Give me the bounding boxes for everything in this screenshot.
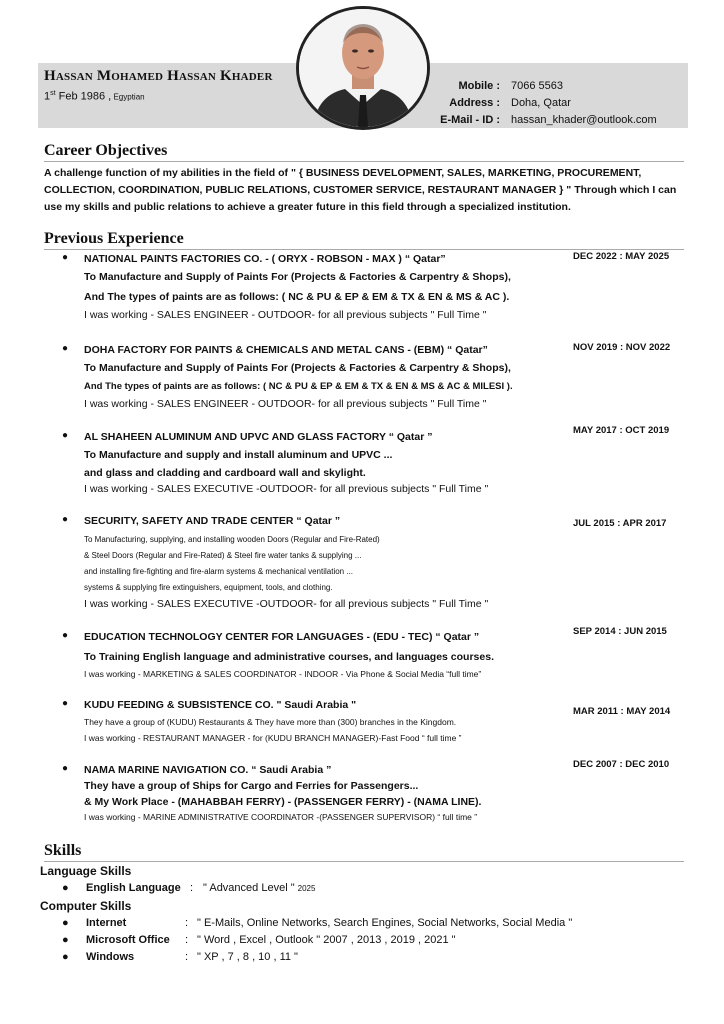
bullet-icon: ● [62, 252, 69, 263]
job-dates: DEC 2022 : MAY 2025 [573, 251, 670, 262]
job-title: KUDU FEEDING & SUBSISTENCE CO. " Saudi Arabia " [84, 699, 357, 711]
skill-name: English Language [86, 882, 181, 894]
nationality: Egyptian [111, 92, 145, 102]
job-title: NAMA MARINE NAVIGATION CO. “ Saudi Arabia ” [84, 764, 332, 776]
career-divider [44, 161, 684, 162]
dob-day: 1 [44, 90, 51, 103]
skill-separator: : [185, 934, 189, 946]
mobile-value: 7066 5563 [511, 80, 563, 92]
date-of-birth [44, 90, 145, 103]
skill-name: Windows [86, 951, 135, 963]
job-line: To Training English language and administrative courses, and languages courses. [84, 651, 494, 663]
job-dates: JUL 2015 : APR 2017 [573, 518, 667, 529]
job-line: and glass and cladding and cardboard wall and skylight. [84, 467, 366, 479]
job-line: I was working - RESTAURANT MANAGER - for (KUDU BRANCH MANAGER)-Fast Food “ full time ” [84, 733, 462, 743]
skill-value: " Word , Excel , Outlook " 2007 , 2013 , 2019 , 2021 " [197, 934, 456, 946]
bullet-icon: ● [62, 430, 69, 441]
address-value: Doha, Qatar [511, 97, 571, 109]
job-line: I was working - SALES EXECUTIVE -OUTDOOR- for all previous subjects " Full Time " [84, 483, 489, 495]
skills-heading: Skills [44, 842, 82, 859]
bullet-icon: ● [62, 951, 69, 963]
dob-suffix: st [50, 90, 56, 97]
bullet-icon: ● [62, 343, 69, 354]
career-objectives-text: A challenge function of my abilities in the field of " { BUSINESS DEVELOPMENT, SALES, MARKETING, PROCUREMENT, COLLECTION, COORDINATION, PUBLIC RELATIONS, CUSTOMER SERVICE, RESTAURANT MANAGER } " Through which I can use my skills and public relations to achieve a greater future in this field through a specialized institution. [44, 167, 677, 213]
profile-photo [296, 6, 430, 130]
job-line: I was working - SALES ENGINEER - OUTDOOR- for all previous subjects " Full Time " [84, 398, 487, 410]
skill-level: " Advanced Level " [203, 882, 295, 894]
experience-divider [44, 249, 684, 250]
skill-separator: : [185, 951, 189, 963]
job-line: They have a group of Ships for Cargo and Ferries for Passengers... [84, 780, 419, 792]
job-line: I was working - MARKETING & SALES COORDINATOR - INDOOR - Via Phone & Social Media “full time” [84, 669, 482, 679]
job-line: To Manufacture and Supply of Paints For (Projects & Factories & Carpentry & Shops), [84, 271, 511, 283]
job-dates: MAY 2017 : OCT 2019 [573, 425, 670, 436]
job-line: To Manufacture and supply and install aluminum and UPVC ... [84, 449, 393, 461]
skill-name: Microsoft Office [86, 934, 170, 946]
job-line: I was working - SALES ENGINEER - OUTDOOR- for all previous subjects " Full Time " [84, 309, 487, 321]
career-objectives-heading: Career Objectives [44, 142, 168, 159]
skills-divider [44, 861, 684, 862]
computer-skills-heading: Computer Skills [40, 899, 132, 913]
bullet-icon: ● [62, 934, 69, 946]
job-title: SECURITY, SAFETY AND TRADE CENTER “ Qatar ” [84, 515, 341, 527]
job-line: & My Work Place - (MAHABBAH FERRY) - (PASSENGER FERRY) - (NAMA LINE). [84, 796, 482, 808]
mobile-label: Mobile : [458, 80, 500, 92]
address-label: Address : [449, 97, 500, 109]
email-label: E-Mail - ID : [440, 114, 500, 126]
job-line: I was working - MARINE ADMINISTRATIVE COORDINATOR -(PASSENGER SUPERVISOR) “ full time ” [84, 812, 478, 822]
job-line: systems & supplying fire extinguishers, equipment, tools, and clothing. [84, 583, 333, 592]
job-line: & Steel Doors (Regular and Fire-Rated) & Steel fire water tanks & supplying ... [84, 551, 362, 560]
skill-name: Internet [86, 917, 127, 929]
skill-value: " E-Mails, Online Networks, Search Engines, Social Networks, Social Media " [197, 917, 573, 929]
experience-heading: Previous Experience [44, 230, 184, 247]
dob-rest: Feb 1986 , [55, 90, 112, 103]
job-title: AL SHAHEEN ALUMINUM AND UPVC AND GLASS FACTORY “ Qatar ” [84, 431, 433, 443]
job-line: To Manufacture and Supply of Paints For (Projects & Factories & Carpentry & Shops), [84, 362, 511, 374]
job-line: And The types of paints are as follows: ( NC & PU & EP & EM & TX & EN & MS & AC & MILESI ). [84, 381, 513, 392]
job-title: NATIONAL PAINTS FACTORIES CO. - ( ORYX - ROBSON - MAX ) “ Qatar” [84, 253, 446, 265]
bullet-icon: ● [62, 763, 69, 774]
bullet-icon: ● [62, 514, 69, 525]
bullet-icon: ● [62, 917, 69, 929]
skill-value [203, 882, 315, 894]
skill-year: 2025 [297, 884, 316, 893]
bullet-icon: ● [62, 882, 69, 894]
skill-separator: : [190, 882, 194, 894]
email-value[interactable]: hassan_khader@outlook.com [511, 114, 657, 126]
job-dates: MAR 2011 : MAY 2014 [573, 706, 671, 717]
job-line: I was working - SALES EXECUTIVE -OUTDOOR- for all previous subjects " Full Time " [84, 598, 489, 610]
job-line: To Manufacturing, supplying, and installing wooden Doors (Regular and Fire-Rated) [84, 535, 380, 544]
job-line: They have a group of (KUDU) Restaurants & They have more than (300) branches in the Kingdom. [84, 717, 457, 727]
job-line: And The types of paints are as follows: ( NC & PU & EP & EM & TX & EN & MS & AC ). [84, 291, 510, 303]
candidate-name: Hassan Mohamed Hassan Khader [44, 68, 273, 84]
skill-value: " XP , 7 , 8 , 10 , 11 " [197, 951, 298, 963]
job-title: DOHA FACTORY FOR PAINTS & CHEMICALS AND METAL CANS - (EBM) “ Qatar” [84, 344, 488, 356]
job-title: EDUCATION TECHNOLOGY CENTER FOR LANGUAGES - (EDU - TEC) “ Qatar ” [84, 631, 480, 643]
language-skills-heading: Language Skills [40, 864, 132, 878]
job-line: and installing fire-fighting and fire-alarm systems & mechanical ventilation ... [84, 567, 354, 576]
job-dates: DEC 2007 : DEC 2010 [573, 759, 670, 770]
job-dates: SEP 2014 : JUN 2015 [573, 626, 667, 637]
job-dates: NOV 2019 : NOV 2022 [573, 342, 671, 353]
bullet-icon: ● [62, 630, 69, 641]
skill-separator: : [185, 917, 189, 929]
bullet-icon: ● [62, 698, 69, 709]
